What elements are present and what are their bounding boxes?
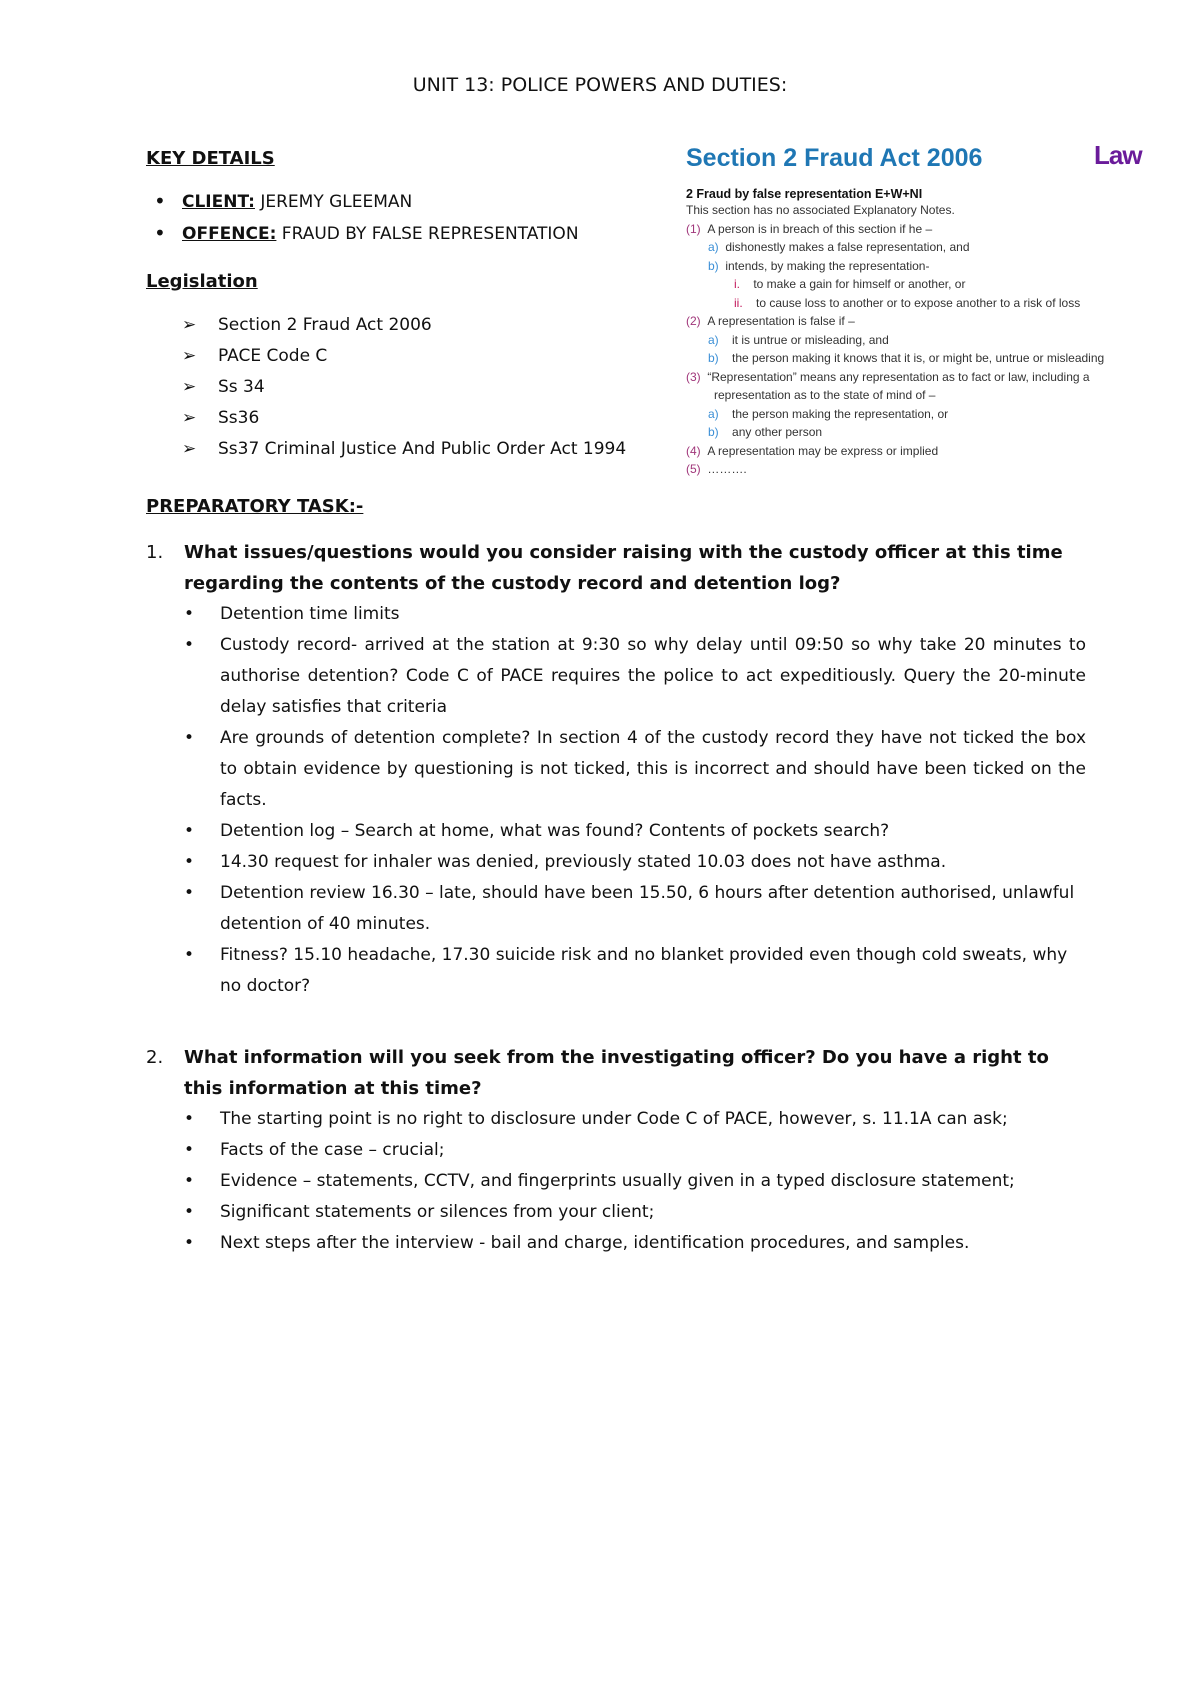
preparatory-task-heading: PREPARATORY TASK:- [146, 496, 364, 517]
question-text: What information will you seek from the investigating officer? Do you have a right to this information at this time? [184, 1047, 1049, 1099]
answer-item: • Custody record- arrived at the station at 9:30 so why delay until 09:50 so why take 20 minutes to authorise detention? Code C of PACE requires the police to act expeditiously. Query the 20-minute delay satisfies that criteria [146, 630, 1086, 723]
offence-value: FRAUD BY FALSE REPRESENTATION [276, 224, 579, 244]
question-text: What issues/questions would you consider raising with the custody officer at this time regarding the contents of the custody record and detention log? [184, 542, 1063, 594]
fraud-act-line: a) the person making the representation, or [708, 406, 949, 421]
fraud-act-line: b) intends, by making the representation- [708, 258, 930, 273]
preparatory-task-section [146, 496, 1086, 1259]
key-detail-client [146, 191, 666, 223]
answer-item: • Are grounds of detention complete? In section 4 of the custody record they have not ticked the box to obtain evidence by questioning is not ticked, this is incorrect and should have been ticked on the facts. [146, 723, 1086, 816]
key-details-heading: KEY DETAILS [146, 148, 275, 169]
arrow-bullet-icon: ➢ [182, 346, 197, 366]
client-value: JEREMY GLEEMAN [254, 192, 413, 212]
fraud-act-line: a) it is untrue or misleading, and [708, 332, 889, 347]
offence-label: OFFENCE: [182, 224, 277, 244]
law-logo: Law [1094, 140, 1142, 170]
answer-item: • The starting point is no right to disclosure under Code C of PACE, however, s. 11.1A can ask; [146, 1104, 1086, 1135]
answer-item: • Detention review 16.30 – late, should have been 15.50, 6 hours after detention authorised, unlawful detention of 40 minutes. [146, 878, 1086, 940]
legislation-item: ➢ Ss37 Criminal Justice And Public Order Act 1994 [182, 439, 627, 459]
arrow-bullet-icon: ➢ [182, 377, 197, 397]
question-1-answers [146, 599, 1086, 1002]
client-label: CLIENT: [182, 192, 255, 212]
answer-item: • Significant statements or silences from your client; [146, 1197, 1086, 1228]
legislation-item: ➢ Ss 34 [182, 377, 265, 397]
question-2-answers [146, 1104, 1086, 1259]
fraud-act-line: This section has no associated Explanatory Notes. [686, 203, 955, 217]
fraud-act-line: b) any other person [708, 425, 823, 439]
answer-item: • Detention time limits [146, 599, 1086, 630]
question-1 [146, 537, 1086, 599]
legislation-heading: Legislation [146, 271, 258, 292]
fraud-act-excerpt [686, 140, 1156, 479]
arrow-bullet-icon: ➢ [182, 315, 197, 335]
fraud-act-line: a) dishonestly makes a false representation, and [708, 240, 970, 254]
page-title: UNIT 13: POLICE POWERS AND DUTIES: [412, 74, 788, 96]
fraud-act-line: (3) “Representation” means any representation as to fact or law, including a [686, 369, 1090, 384]
fraud-act-subtitle: 2 Fraud by false representation E+W+NI [686, 187, 923, 201]
answer-item: • Next steps after the interview - bail and charge, identification procedures, and samples. [146, 1228, 1086, 1259]
fraud-act-line: b) the person making it knows that it is, or might be, untrue or misleading [708, 351, 1105, 365]
question-2 [146, 1042, 1086, 1104]
answer-item: • 14.30 request for inhaler was denied, previously stated 10.03 does not have asthma. [146, 847, 1086, 878]
fraud-act-line: (2) A representation is false if – [686, 314, 855, 328]
legislation-item: ➢ Section 2 Fraud Act 2006 [182, 315, 432, 335]
legislation-list [146, 314, 666, 469]
key-detail-offence [146, 223, 666, 255]
fraud-act-line: (1) A person is in breach of this section if he – [686, 221, 933, 236]
fraud-act-line: i. to make a gain for himself or another, or [734, 277, 966, 291]
fraud-act-line: (4) A representation may be express or implied [686, 443, 939, 458]
legislation-item: ➢ PACE Code C [182, 346, 328, 366]
question-number: 1. [146, 542, 164, 563]
legislation-item: ➢ Ss36 [182, 408, 260, 428]
fraud-act-line: (5) ………. [686, 462, 747, 476]
key-details-list [146, 191, 666, 255]
answer-item: • Facts of the case – crucial; [146, 1135, 1086, 1166]
fraud-act-title: Section 2 Fraud Act 2006 [686, 144, 983, 172]
fraud-act-line: representation as to the state of mind of – [714, 388, 936, 402]
arrow-bullet-icon: ➢ [182, 439, 197, 459]
arrow-bullet-icon: ➢ [182, 408, 197, 428]
key-details-section [146, 148, 666, 469]
answer-item: • Detention log – Search at home, what was found? Contents of pockets search? [146, 816, 1086, 847]
answer-item: • Fitness? 15.10 headache, 17.30 suicide risk and no blanket provided even though cold sweats, why no doctor? [146, 940, 1086, 1002]
question-number: 2. [146, 1047, 164, 1068]
answer-item: • Evidence – statements, CCTV, and fingerprints usually given in a typed disclosure statement; [146, 1166, 1086, 1197]
fraud-act-line: ii. to cause loss to another or to expose another to a risk of loss [734, 295, 1081, 310]
